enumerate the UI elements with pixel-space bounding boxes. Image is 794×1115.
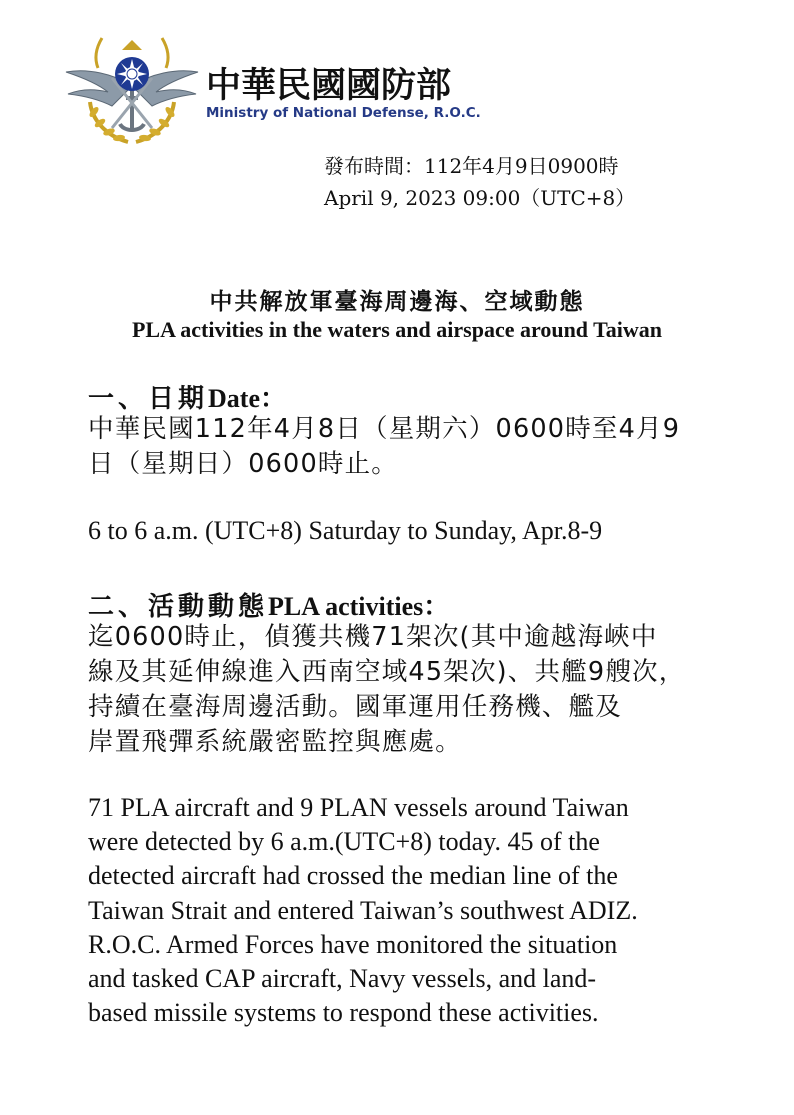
title-zh: 中共解放軍臺海周邊海、空域動態 <box>209 289 585 315</box>
section2-body-zh-line: 迄0600時止，偵獲共機71架次(其中逾越海峽中 <box>88 622 658 652</box>
release-time <box>324 150 635 214</box>
org-name-en: Ministry of National Defense, R.O.C. <box>206 105 481 121</box>
section1-heading-en: Date： <box>208 384 286 413</box>
section2-body-en-line: R.O.C. Armed Forces have monitored the situation <box>88 929 618 959</box>
section2-body-zh-line: 線及其延伸線進入西南空域45架次)、共艦9艘次， <box>88 657 686 687</box>
section1-body-zh <box>88 412 680 482</box>
section2-body-zh-line: 岸置飛彈系統嚴密監控與應處。 <box>88 727 462 757</box>
section1-heading-zh: 一、日期 <box>88 384 209 414</box>
section1-body-en: 6 to 6 a.m. (UTC+8) Saturday to Sunday, Apr.8-9 <box>88 516 603 545</box>
section2-heading <box>88 586 449 623</box>
section2-heading-zh: 二、活動動態 <box>88 592 269 622</box>
section1-body-zh-line: 中華民國112年4月8日（星期六）0600時至4月9 <box>88 414 681 444</box>
release-time-zh: 發布時間：112年4月9日0900時 <box>324 154 619 178</box>
section2-body-en-line: Taiwan Strait and entered Taiwan’s southwest ADIZ. <box>88 895 638 925</box>
ministry-emblem-icon <box>62 28 202 146</box>
section2-body-en-line: based missile systems to respond these activities. <box>88 998 599 1028</box>
section2-body-zh-line: 持續在臺海周邊活動。國軍運用任務機、艦及 <box>88 692 623 722</box>
section2-body-zh <box>88 620 685 760</box>
section2-body-en-line: 71 PLA aircraft and 9 PLAN vessels around Taiwan <box>88 793 629 822</box>
org-name-zh: 中華民國國防部 <box>206 66 452 106</box>
section2-body-en-line: detected aircraft had crossed the median line of the <box>88 861 618 891</box>
release-time-en: April 9, 2023 09:00（UTC+8） <box>324 186 636 210</box>
section2-body-en-line: were detected by 6 a.m.(UTC+8) today. 45 of the <box>88 827 600 857</box>
section1-body-zh-line: 日（星期日）0600時止。 <box>88 449 398 479</box>
section2-heading-en: PLA activities： <box>268 592 450 621</box>
section2-body-en-line: and tasked CAP aircraft, Navy vessels, and land- <box>88 964 597 994</box>
section1-heading <box>88 378 286 415</box>
section2-body-en <box>88 791 788 1030</box>
title-en: PLA activities in the waters and airspace around Taiwan <box>131 317 663 342</box>
header <box>62 28 542 148</box>
